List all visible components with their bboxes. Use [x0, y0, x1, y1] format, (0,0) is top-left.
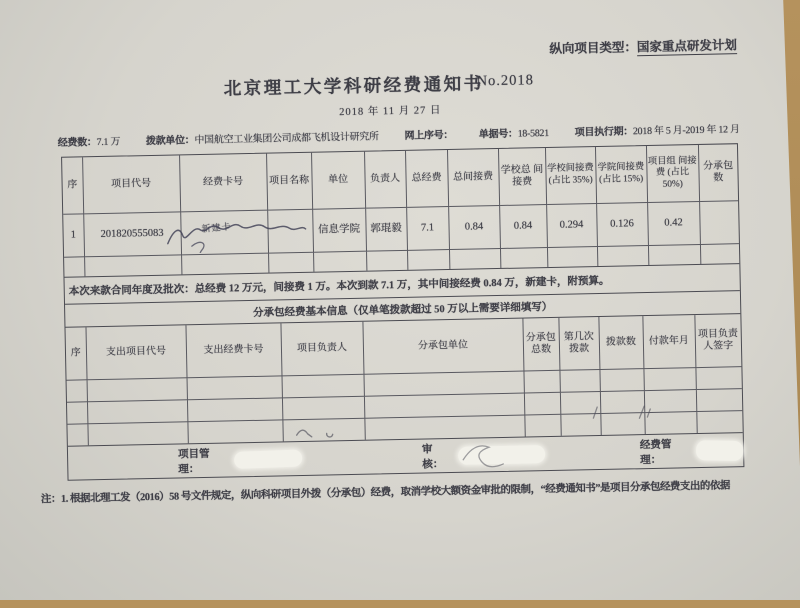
header-cell: 分承包 总数 — [522, 318, 559, 371]
header-cell: 项目代号 — [82, 155, 180, 213]
header-cell: 学校间接费 (占比 35%) — [545, 147, 596, 204]
data-cell-project-code: 201820555083 — [83, 212, 181, 257]
header-cell: 学院间接费 (占比 15%) — [595, 146, 647, 204]
subcontract-section-title: 分承包经费基本信息（仅单笔拨款超过 50 万以上需要详细填写） — [65, 290, 740, 327]
audit-field: 审核： — [422, 439, 546, 471]
header-cell: 分承包 数 — [698, 144, 738, 201]
header-cell: 付款年月 — [642, 315, 695, 369]
data-cell-seq: 1 — [63, 214, 84, 257]
header-cell: 项目名称 — [266, 153, 312, 210]
header-cell: 项目负责 人签字 — [694, 314, 741, 367]
header-cell: 单位 — [311, 152, 365, 210]
project-manager-field: 项目管理： — [178, 443, 303, 475]
whiteout-blob — [696, 440, 744, 461]
info-funder: 拨款单位：中国航空工业集团公司成都飞机设计研究所 — [145, 131, 379, 148]
project-type-line — [549, 35, 737, 57]
header-cell: 序 — [62, 157, 83, 214]
header-cell: 负责人 — [364, 151, 406, 208]
data-cell-school-indirect: 0.294 — [546, 204, 597, 248]
project-type-label: 纵向项目类型： — [549, 40, 638, 56]
header-cell: 经费卡号 — [179, 154, 267, 212]
header-cell: 分承包单位 — [362, 319, 523, 375]
data-cell-project-name — [267, 209, 313, 253]
payment-note-row: 本次来款合同年度及批次：总经费 12 万元，间接费 1 万。本次到款 7.1 万，其中间接经费 0.84 万，新建卡，附预算。 — [64, 263, 739, 304]
main-funding-table — [62, 144, 739, 277]
header-cell: 学校总 间接费 — [498, 148, 546, 205]
header-cell: 支出经费卡号 — [185, 323, 281, 377]
header-cell: 项目负责人 — [280, 322, 363, 376]
document-title: 北京理工大学科研经费通知书 — [223, 73, 484, 99]
document-number: No.2018 — [476, 72, 535, 90]
data-cell-total: 7.1 — [406, 207, 449, 251]
whiteout-blob — [458, 445, 545, 465]
subcontract-table — [65, 314, 742, 446]
info-period: 项目执行期：2018 年 5 月-2019 年 12 月 — [574, 124, 740, 139]
header-cell: 第几次 拨款 — [558, 317, 599, 370]
header-cell: 项目组 间接费 (占比 50%) — [646, 145, 699, 203]
header-cell: 拨款数 — [598, 316, 643, 369]
data-cell-school-indirect-total: 0.84 — [499, 205, 547, 249]
info-receipt-no: 单据号：18-5821 — [478, 127, 550, 141]
data-cell-unit: 信息学院 — [312, 208, 366, 252]
new-card-printed-note: 新建卡 — [201, 221, 232, 234]
whiteout-blob — [234, 449, 303, 469]
info-online-no: 网上序号： — [404, 129, 454, 142]
header-cell: 支出项目代号 — [85, 325, 186, 379]
data-cell-indirect-total: 0.84 — [448, 205, 500, 249]
data-cell-subcontract-count — [699, 201, 739, 245]
header-cell: 总经费 — [405, 150, 448, 207]
data-cell-college-indirect: 0.126 — [596, 203, 648, 247]
data-cell-leader: 郭琨毅 — [365, 207, 407, 251]
header-cell: 序 — [65, 327, 86, 380]
data-cell-group-indirect: 0.42 — [647, 201, 700, 245]
subcontract-table-wrap — [65, 313, 742, 446]
finance-manager-field: 经费管理： — [640, 435, 744, 467]
regulation-footnote: 注：1. 根据北理工发（2016）58 号文件规定，纵向科研项目外拨（分承包）经费，取消学校大额资金审批的限制，“经费通知书”是项目分承包经费支出的依据 — [40, 480, 731, 506]
info-amount: 经费数：7.1 万 — [57, 136, 121, 149]
header-cell: 总间接费 — [447, 149, 499, 207]
project-type-value: 国家重点研发计划 — [636, 38, 738, 55]
document-date: 2018 年 11 月 27 日 — [339, 105, 442, 119]
notice-table-frame — [61, 143, 744, 481]
